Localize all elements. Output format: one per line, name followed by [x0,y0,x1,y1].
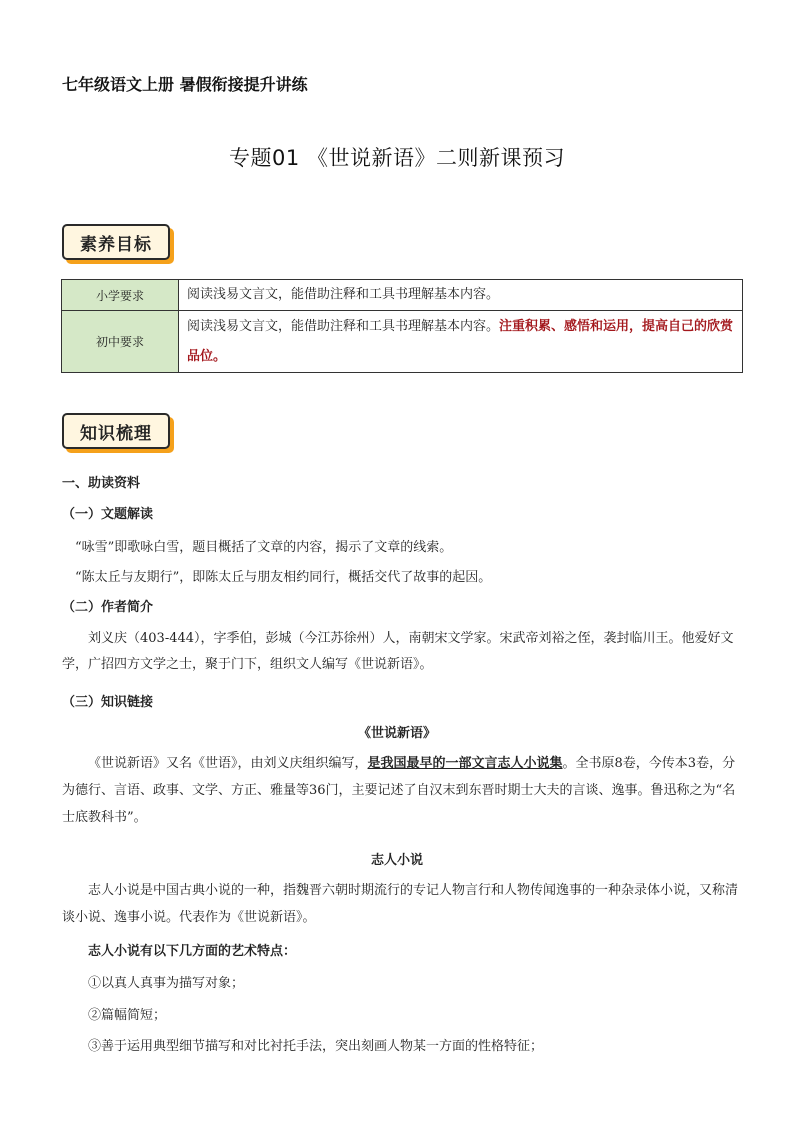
row-text-junior-highlight: 注重积累、感悟和运用，提高自己的欣赏品位。 [187,318,734,364]
novel-title: 志人小说 [370,853,423,868]
table-row [62,311,743,373]
feature-item-1: ①以真人真事为描写对象； [88,976,245,991]
row-label-primary: 小学要求 [62,280,179,311]
author-paragraph: 刘义庆（403-444），字季伯，彭城（今江苏徐州）人，南朝宋文学家。宋武帝刘裕之侄，袭封临川王。他爱好文学，广招四方文学之士，聚于门下，组织文人编写《世说新语》。 [62,631,734,672]
knowledge-badge-label: 知识梳理 [62,413,170,449]
feature-item-3: ③善于运用典型细节描写和对比衬托手法，突出刻画人物某一方面的性格特征； [88,1039,544,1054]
book-paragraph-pre: 《世说新语》又名《世语》，由刘义庆组织编写， [88,756,368,771]
title-interpretation-line-1: “咏雪”即歌咏白雪，题目概括了文章的内容，揭示了文章的线索。 [75,540,453,555]
subheading-author: （二）作者简介 [62,600,154,615]
requirements-table [61,279,743,373]
row-text-primary: 阅读浅易文言文，能借助注释和工具书理解基本内容。 [179,280,743,311]
goals-badge-label: 素养目标 [62,224,170,260]
goals-badge [62,224,176,266]
book-paragraph-emphasis: 是我国最早的一部文言志人小说集 [367,756,563,771]
book-paragraph-post: 。全书原8卷，今传本3卷，分为德行、言语、政事、文学、方正、雅量等36门，主要记述了自汉末到东晋时期士大夫的言谈、逸事。鲁迅称之为“名士底教科书”。 [62,756,736,825]
novel-paragraph: 志人小说是中国古典小说的一种，指魏晋六朝时期流行的专记人物言行和人物传闻逸事的一种杂录体小说，又称清谈小说、逸事小说。代表作为《世说新语》。 [62,883,739,925]
row-label-junior: 初中要求 [62,311,179,373]
subheading-knowledge-link: （三）知识链接 [62,695,154,710]
knowledge-badge [62,413,176,455]
features-heading: 志人小说有以下几方面的艺术特点： [88,944,297,959]
header-title: 七年级语文上册 暑假衔接提升讲练 [62,75,308,94]
row-text-junior [179,311,743,373]
subheading-title-interpretation: （一）文题解读 [62,507,154,522]
title-interpretation-line-2: “陈太丘与友期行”，即陈太丘与朋友相约同行，概括交代了故事的起因。 [75,570,492,585]
table-row [62,280,743,311]
section-heading-reading-materials: 一、助读资料 [62,476,141,491]
document-title: 专题01 《世说新语》二则新课预习 [229,146,565,170]
book-title: 《世说新语》 [357,726,436,741]
row-text-junior-plain: 阅读浅易文言文，能借助注释和工具书理解基本内容。 [187,318,500,334]
book-paragraph [62,750,744,831]
feature-item-2: ②篇幅简短； [88,1008,167,1023]
